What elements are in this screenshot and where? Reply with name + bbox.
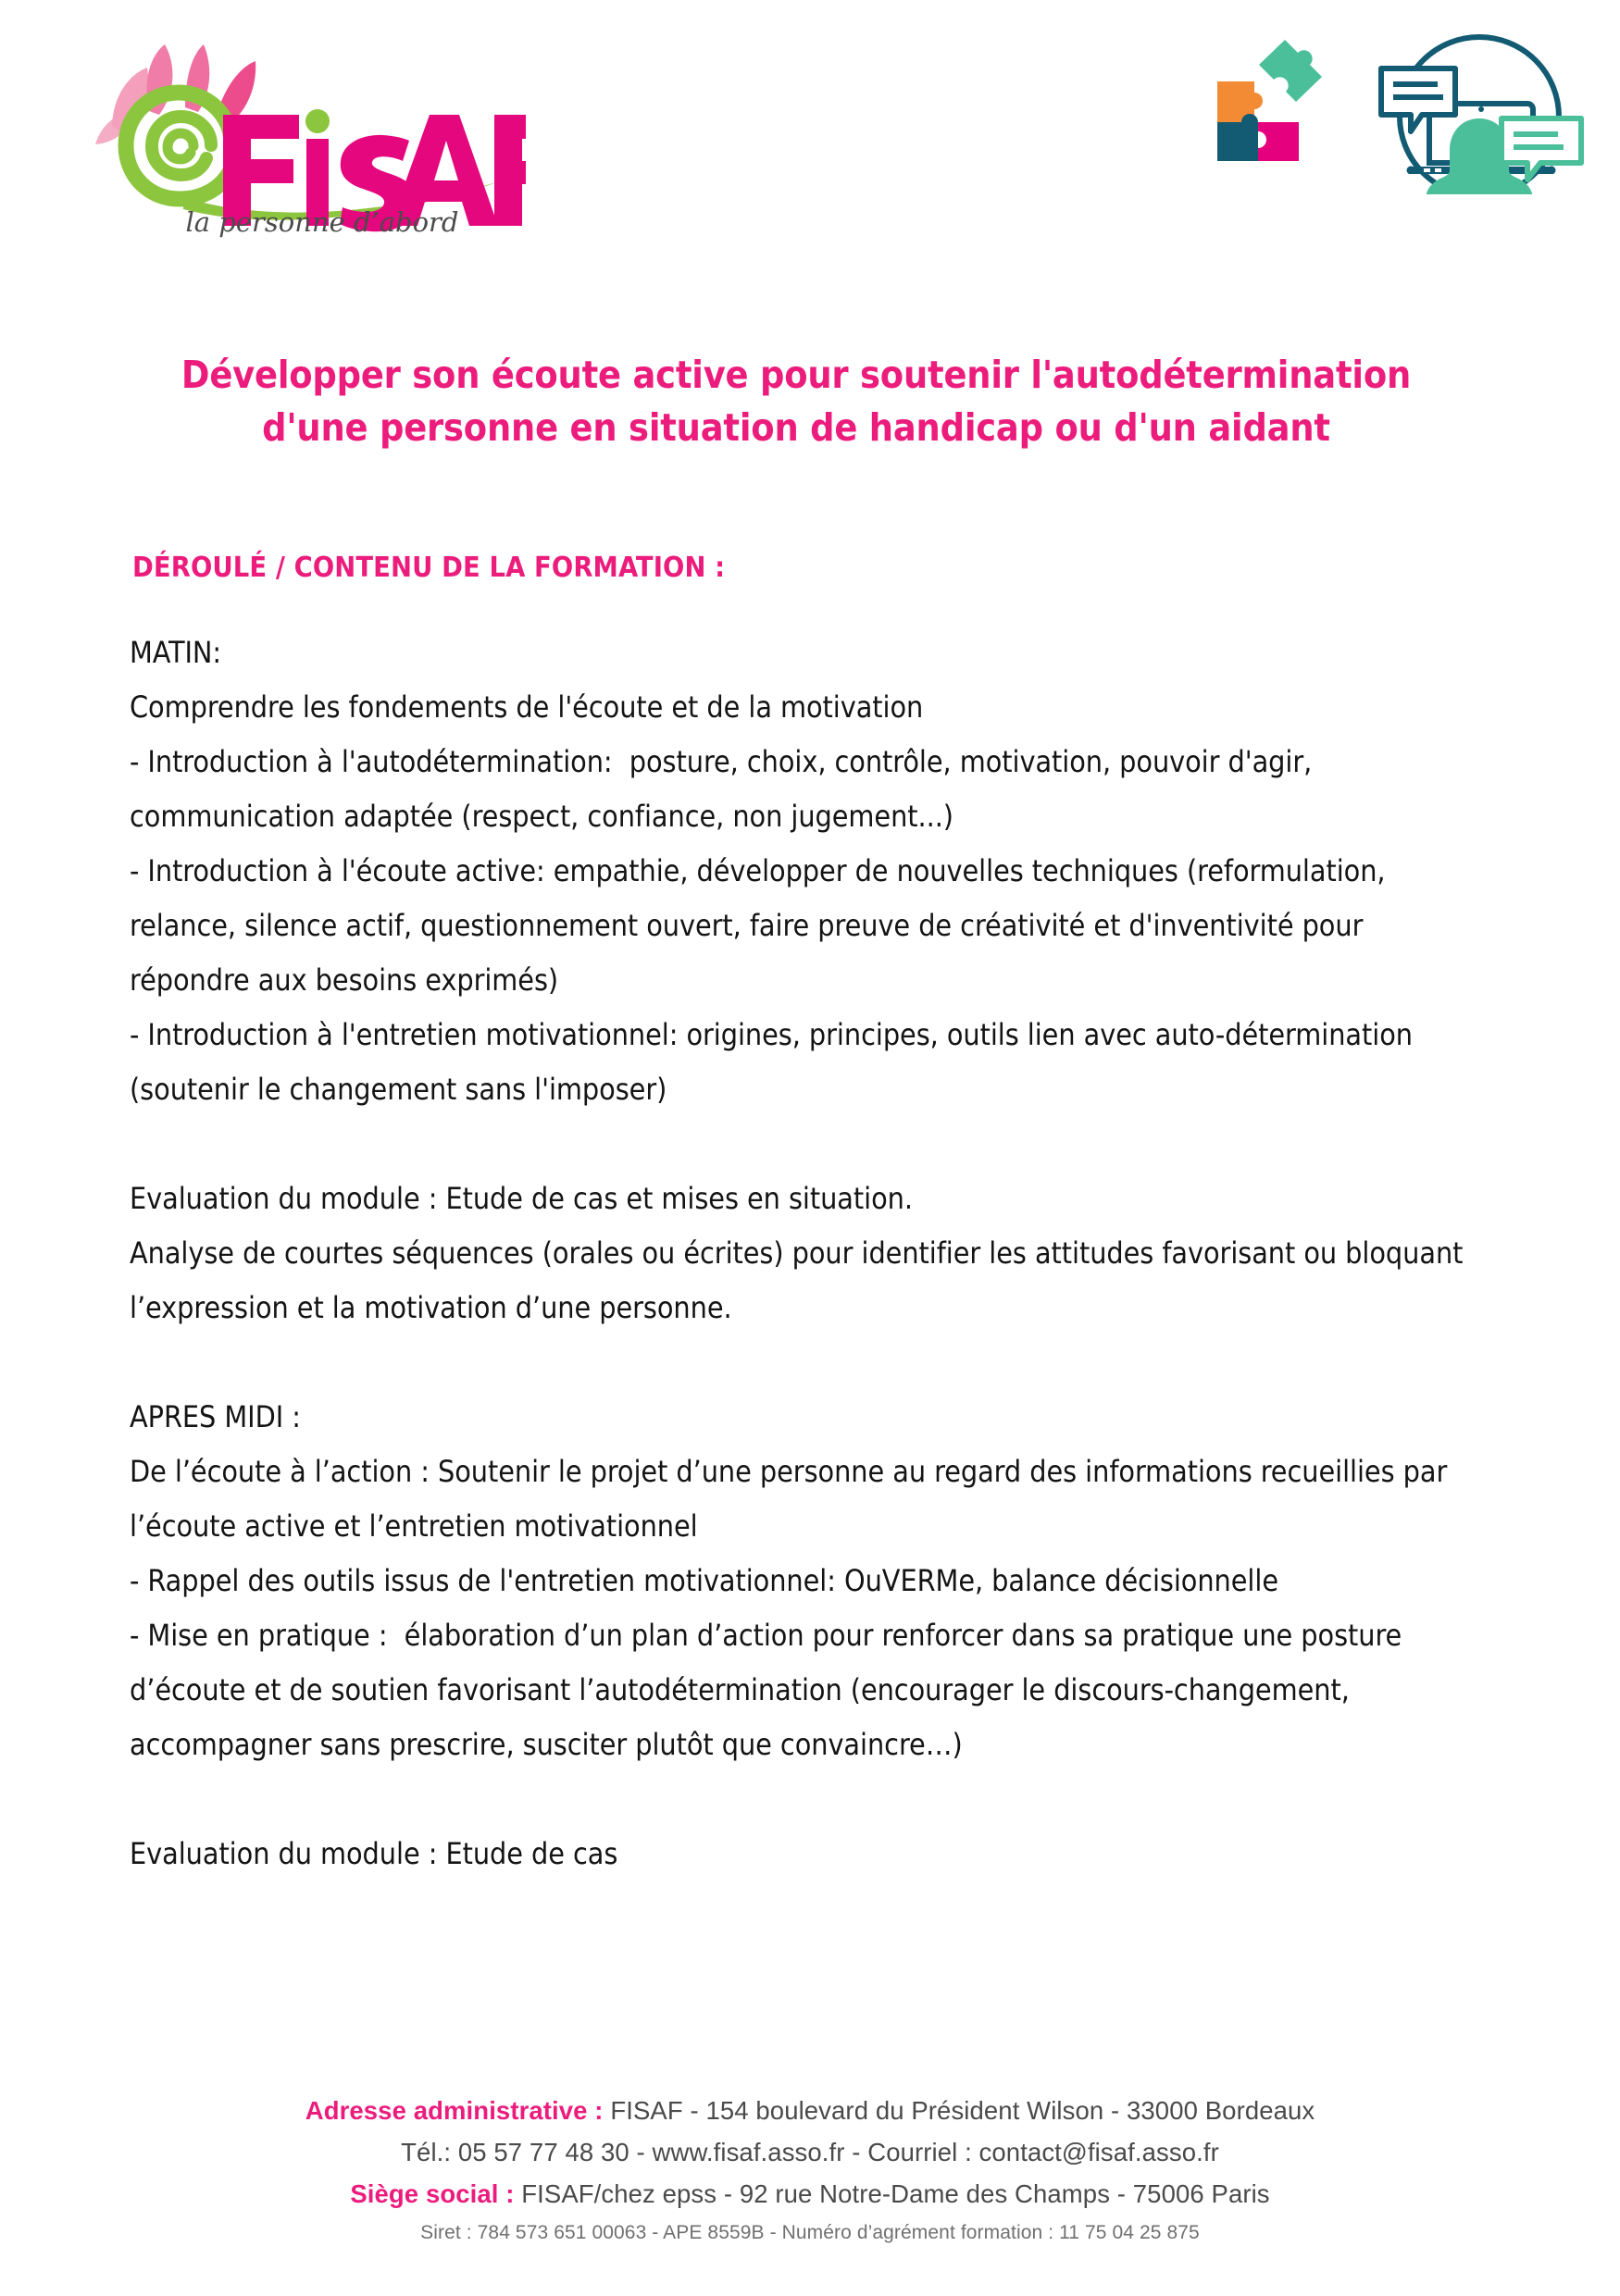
content-paragraph: - Mise en pratique : élaboration d’un plan d’action pour renforcer dans sa pratique une posture d’écoute et de soutien favorisant l’autodétermination (encourager le discours-changement, accompagner sans prescrire, susciter plutôt que convaincre…) [130,1618,1411,1762]
footer-contact-line: Tél.: 05 57 77 48 30 - www.fisaf.asso.fr - Courriel : contact@fisaf.asso.fr [401,2138,1219,2166]
paragraph-spacer [130,1772,1486,1827]
content-paragraph: APRES MIDI : [130,1399,301,1434]
footer-siret-line: Siret : 784 573 651 00063 - APE 8559B - Numéro d’agrément formation : 11 75 04 25 875 [420,2222,1200,2243]
fisaf-logo [44,26,526,239]
footer-address-label: Adresse administrative : [305,2096,604,2125]
logo-spiral-icon [126,93,231,199]
content-paragraph: - Introduction à l'entretien motivationnel: origines, principes, outils lien avec auto-détermination (soutenir le changement sans l'imposer) [130,1017,1422,1107]
formation-content [130,626,1486,1881]
footer-address-line [0,2090,1620,2131]
page-title-line-2: d'une personne en situation de handicap ou d'un aidant [262,405,1330,451]
content-paragraph: Evaluation du module : Etude de cas et mises en situation. [130,1181,913,1216]
content-paragraph: Comprendre les fondements de l'écoute et de la motivation [130,689,924,725]
footer-siege-value: FISAF/chez epss - 92 rue Notre-Dame des Champs - 75006 Paris [514,2179,1270,2208]
content-paragraph: Evaluation du module : Etude de cas [130,1836,618,1871]
paragraph-spacer [130,1335,1486,1390]
page-footer [0,2090,1620,2252]
content-paragraph: - Introduction à l'écoute active: empathie, développer de nouvelles techniques (reformulation, relance, silence actif, questionnement ouvert, faire preuve de créativité et d'inventivité pour répondre aux besoins exprimés) [130,853,1394,998]
content-paragraph: De l’écoute à l’action : Soutenir le projet d’une personne au regard des informations recueillies par l’écoute active et l’entretien motivationnel [130,1454,1456,1544]
page-title-line-1: Développer son écoute active pour soutenir l'autodétermination [181,353,1412,398]
footer-address-value: FISAF - 154 boulevard du Président Wilson - 33000 Bordeaux [603,2096,1315,2125]
content-paragraph: Analyse de courtes séquences (orales ou écrites) pour identifier les attitudes favorisant ou bloquant l’expression et la motivation d’une personne. [130,1235,1472,1325]
footer-siege-label: Siège social : [350,2179,515,2208]
content-paragraph: - Rappel des outils issus de l'entretien motivationnel: OuVERMe, balance décisionnelle [130,1563,1278,1598]
content-paragraph: - Introduction à l'autodétermination: posture, choix, contrôle, motivation, pouvoir d'agir, communication adaptée (respect, confiance, non jugement...) [130,744,1321,834]
logo-tagline: la personne d’abord [185,206,459,238]
paragraph-spacer [130,1117,1486,1172]
page-title [130,349,1463,453]
footer-siege-line [0,2173,1620,2215]
section-heading: DÉROULÉ / CONTENU DE LA FORMATION : [132,552,726,585]
page-header [0,0,1620,278]
content-paragraph: MATIN: [130,635,222,670]
puzzle-icon [1217,40,1322,161]
header-illustrations [1205,28,1603,194]
online-training-icon [1381,37,1581,194]
